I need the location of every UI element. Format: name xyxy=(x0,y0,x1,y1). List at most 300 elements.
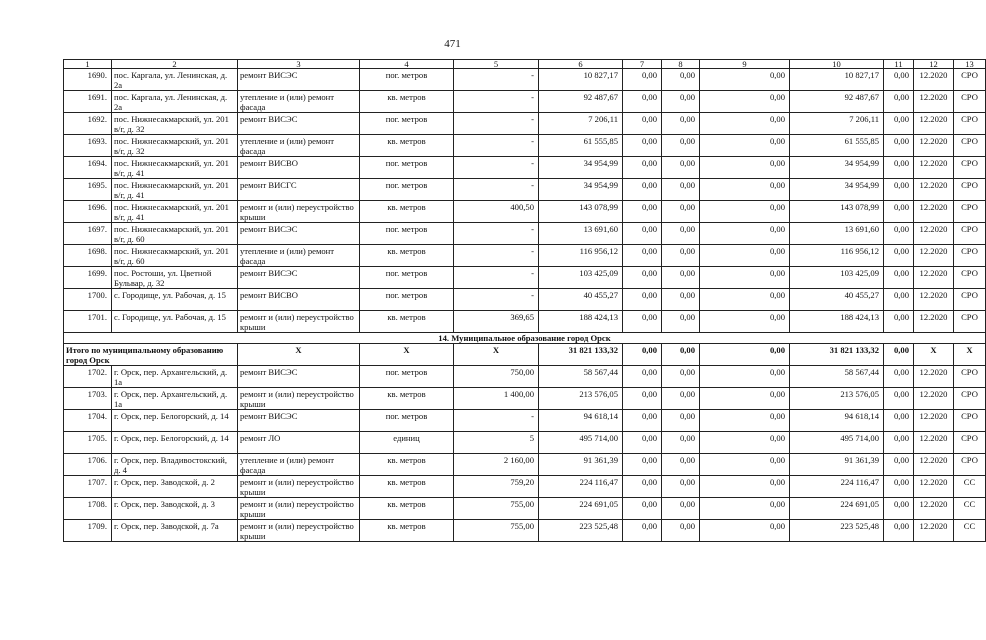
completion-date-cell: 12.2020 xyxy=(914,366,954,388)
completion-date-cell: 12.2020 xyxy=(914,289,954,311)
source-cell: СС xyxy=(954,476,986,498)
col10-cell: 13 691,60 xyxy=(790,223,884,245)
col7-cell: 0,00 xyxy=(623,432,662,454)
col7-cell: 0,00 xyxy=(623,289,662,311)
table-row xyxy=(64,223,986,245)
col8-cell: 0,00 xyxy=(662,432,700,454)
table-row xyxy=(64,69,986,91)
col-header: 6 xyxy=(539,60,623,69)
col11-cell: 0,00 xyxy=(884,113,914,135)
work-type-cell: ремонт ВИСВО xyxy=(238,157,360,179)
col8-cell: 0,00 xyxy=(662,157,700,179)
col7-cell: 0,00 xyxy=(623,311,662,333)
completion-date-cell: 12.2020 xyxy=(914,179,954,201)
col9-cell: 0,00 xyxy=(700,157,790,179)
col11-cell: 0,00 xyxy=(884,454,914,476)
unit-cell: кв. метров xyxy=(360,454,454,476)
col11-cell: 0,00 xyxy=(884,179,914,201)
work-type-cell: ремонт ВИСВО xyxy=(238,289,360,311)
address-cell: пос. Нижнесакмарский, ул. 201 в/г, д. 41 xyxy=(112,201,238,223)
total-c11: 0,00 xyxy=(884,344,914,366)
quantity-cell: 759,20 xyxy=(454,476,539,498)
address-cell: г. Орск, пер. Архангельский, д. 1а xyxy=(112,366,238,388)
row-number: 1690. xyxy=(64,69,112,91)
col-header: 11 xyxy=(884,60,914,69)
work-type-cell: утепление и (или) ремонт фасада xyxy=(238,454,360,476)
row-number: 1703. xyxy=(64,388,112,410)
total-cost-cell: 13 691,60 xyxy=(539,223,623,245)
total-cost-cell: 213 576,05 xyxy=(539,388,623,410)
section-title: 14. Муниципальное образование город Орск xyxy=(64,333,986,344)
completion-date-cell: 12.2020 xyxy=(914,454,954,476)
rows-after-section xyxy=(64,366,986,542)
quantity-cell: - xyxy=(454,223,539,245)
col9-cell: 0,00 xyxy=(700,289,790,311)
col10-cell: 213 576,05 xyxy=(790,388,884,410)
source-cell: СРО xyxy=(954,311,986,333)
source-cell: СРО xyxy=(954,157,986,179)
address-cell: г. Орск, пер. Белогорский, д. 14 xyxy=(112,410,238,432)
col7-cell: 0,00 xyxy=(623,267,662,289)
unit-cell: кв. метров xyxy=(360,135,454,157)
source-cell: СС xyxy=(954,520,986,542)
col9-cell: 0,00 xyxy=(700,432,790,454)
col8-cell: 0,00 xyxy=(662,520,700,542)
row-number: 1699. xyxy=(64,267,112,289)
col9-cell: 0,00 xyxy=(700,410,790,432)
quantity-cell: 2 160,00 xyxy=(454,454,539,476)
unit-cell: кв. метров xyxy=(360,388,454,410)
total-cost-cell: 116 956,12 xyxy=(539,245,623,267)
source-cell: СРО xyxy=(954,432,986,454)
row-number: 1705. xyxy=(64,432,112,454)
col7-cell: 0,00 xyxy=(623,135,662,157)
col8-cell: 0,00 xyxy=(662,91,700,113)
table-row xyxy=(64,366,986,388)
col9-cell: 0,00 xyxy=(700,476,790,498)
col8-cell: 0,00 xyxy=(662,267,700,289)
col8-cell: 0,00 xyxy=(662,135,700,157)
col11-cell: 0,00 xyxy=(884,311,914,333)
col7-cell: 0,00 xyxy=(623,113,662,135)
col9-cell: 0,00 xyxy=(700,223,790,245)
total-c12: Х xyxy=(914,344,954,366)
completion-date-cell: 12.2020 xyxy=(914,498,954,520)
capital-repair-table xyxy=(63,59,986,542)
col8-cell: 0,00 xyxy=(662,179,700,201)
completion-date-cell: 12.2020 xyxy=(914,135,954,157)
col8-cell: 0,00 xyxy=(662,498,700,520)
col7-cell: 0,00 xyxy=(623,223,662,245)
col7-cell: 0,00 xyxy=(623,179,662,201)
col11-cell: 0,00 xyxy=(884,267,914,289)
unit-cell: пог. метров xyxy=(360,267,454,289)
total-cost-cell: 188 424,13 xyxy=(539,311,623,333)
address-cell: г. Орск, пер. Архангельский, д. 1а xyxy=(112,388,238,410)
unit-cell: единиц xyxy=(360,432,454,454)
total-cost-cell: 223 525,48 xyxy=(539,520,623,542)
unit-cell: кв. метров xyxy=(360,91,454,113)
col11-cell: 0,00 xyxy=(884,388,914,410)
quantity-cell: - xyxy=(454,69,539,91)
col11-cell: 0,00 xyxy=(884,498,914,520)
source-cell: СРО xyxy=(954,388,986,410)
work-type-cell: ремонт ВИСЭС xyxy=(238,267,360,289)
row-number: 1704. xyxy=(64,410,112,432)
address-cell: пос. Нижнесакмарский, ул. 201 в/г, д. 32 xyxy=(112,135,238,157)
table-row xyxy=(64,91,986,113)
unit-cell: пог. метров xyxy=(360,289,454,311)
work-type-cell: утепление и (или) ремонт фасада xyxy=(238,135,360,157)
col11-cell: 0,00 xyxy=(884,223,914,245)
col10-cell: 7 206,11 xyxy=(790,113,884,135)
quantity-cell: 755,00 xyxy=(454,520,539,542)
quantity-cell: 369,65 xyxy=(454,311,539,333)
total-cost-cell: 40 455,27 xyxy=(539,289,623,311)
col11-cell: 0,00 xyxy=(884,289,914,311)
table-row xyxy=(64,410,986,432)
column-number-row xyxy=(64,60,986,69)
total-cost-cell: 91 361,39 xyxy=(539,454,623,476)
total-c7: 0,00 xyxy=(623,344,662,366)
col11-cell: 0,00 xyxy=(884,410,914,432)
total-cost-cell: 10 827,17 xyxy=(539,69,623,91)
total-c5: Х xyxy=(454,344,539,366)
total-cost-cell: 58 567,44 xyxy=(539,366,623,388)
col10-cell: 10 827,17 xyxy=(790,69,884,91)
source-cell: СРО xyxy=(954,69,986,91)
col-header: 13 xyxy=(954,60,986,69)
completion-date-cell: 12.2020 xyxy=(914,267,954,289)
total-cost-cell: 224 116,47 xyxy=(539,476,623,498)
col10-cell: 61 555,85 xyxy=(790,135,884,157)
quantity-cell: - xyxy=(454,179,539,201)
col9-cell: 0,00 xyxy=(700,113,790,135)
table-row xyxy=(64,135,986,157)
col11-cell: 0,00 xyxy=(884,520,914,542)
table-row xyxy=(64,498,986,520)
quantity-cell: - xyxy=(454,91,539,113)
row-number: 1708. xyxy=(64,498,112,520)
source-cell: СРО xyxy=(954,135,986,157)
unit-cell: кв. метров xyxy=(360,520,454,542)
col8-cell: 0,00 xyxy=(662,201,700,223)
col-header: 9 xyxy=(700,60,790,69)
col9-cell: 0,00 xyxy=(700,179,790,201)
col9-cell: 0,00 xyxy=(700,245,790,267)
completion-date-cell: 12.2020 xyxy=(914,201,954,223)
col10-cell: 143 078,99 xyxy=(790,201,884,223)
address-cell: пос. Нижнесакмарский, ул. 201 в/г, д. 60 xyxy=(112,223,238,245)
table-row xyxy=(64,476,986,498)
address-cell: пос. Каргала, ул. Ленинская, д. 2а xyxy=(112,91,238,113)
quantity-cell: 755,00 xyxy=(454,498,539,520)
completion-date-cell: 12.2020 xyxy=(914,388,954,410)
col7-cell: 0,00 xyxy=(623,157,662,179)
quantity-cell: - xyxy=(454,157,539,179)
table-row xyxy=(64,454,986,476)
completion-date-cell: 12.2020 xyxy=(914,91,954,113)
total-cost-cell: 34 954,99 xyxy=(539,179,623,201)
col11-cell: 0,00 xyxy=(884,69,914,91)
col7-cell: 0,00 xyxy=(623,201,662,223)
col9-cell: 0,00 xyxy=(700,454,790,476)
total-cost-cell: 103 425,09 xyxy=(539,267,623,289)
address-cell: пос. Нижнесакмарский, ул. 201 в/г, д. 32 xyxy=(112,113,238,135)
col9-cell: 0,00 xyxy=(700,388,790,410)
total-cost-cell: 34 954,99 xyxy=(539,157,623,179)
col10-cell: 224 116,47 xyxy=(790,476,884,498)
col7-cell: 0,00 xyxy=(623,454,662,476)
work-type-cell: ремонт и (или) переустройство крыши xyxy=(238,520,360,542)
col10-cell: 224 691,05 xyxy=(790,498,884,520)
table-row xyxy=(64,245,986,267)
col-header: 3 xyxy=(238,60,360,69)
work-type-cell: ремонт ВИСГС xyxy=(238,179,360,201)
completion-date-cell: 12.2020 xyxy=(914,113,954,135)
col10-cell: 103 425,09 xyxy=(790,267,884,289)
unit-cell: кв. метров xyxy=(360,245,454,267)
completion-date-cell: 12.2020 xyxy=(914,245,954,267)
work-type-cell: утепление и (или) ремонт фасада xyxy=(238,91,360,113)
col10-cell: 223 525,48 xyxy=(790,520,884,542)
col-header: 1 xyxy=(64,60,112,69)
work-type-cell: ремонт и (или) переустройство крыши xyxy=(238,476,360,498)
source-cell: СРО xyxy=(954,410,986,432)
row-number: 1707. xyxy=(64,476,112,498)
work-type-cell: ремонт ВИСЭС xyxy=(238,366,360,388)
row-number: 1692. xyxy=(64,113,112,135)
col7-cell: 0,00 xyxy=(623,498,662,520)
table-row xyxy=(64,201,986,223)
col-header: 2 xyxy=(112,60,238,69)
col9-cell: 0,00 xyxy=(700,91,790,113)
total-cost-cell: 495 714,00 xyxy=(539,432,623,454)
col7-cell: 0,00 xyxy=(623,69,662,91)
col11-cell: 0,00 xyxy=(884,245,914,267)
work-type-cell: ремонт ВИСЭС xyxy=(238,113,360,135)
col-header: 12 xyxy=(914,60,954,69)
address-cell: пос. Нижнесакмарский, ул. 201 в/г, д. 41 xyxy=(112,179,238,201)
row-number: 1706. xyxy=(64,454,112,476)
total-cost-cell: 224 691,05 xyxy=(539,498,623,520)
completion-date-cell: 12.2020 xyxy=(914,157,954,179)
total-c10: 31 821 133,32 xyxy=(790,344,884,366)
col11-cell: 0,00 xyxy=(884,91,914,113)
work-type-cell: ремонт ЛО xyxy=(238,432,360,454)
table-row xyxy=(64,267,986,289)
address-cell: с. Городище, ул. Рабочая, д. 15 xyxy=(112,311,238,333)
completion-date-cell: 12.2020 xyxy=(914,410,954,432)
col8-cell: 0,00 xyxy=(662,69,700,91)
col10-cell: 188 424,13 xyxy=(790,311,884,333)
unit-cell: кв. метров xyxy=(360,498,454,520)
col7-cell: 0,00 xyxy=(623,520,662,542)
total-row xyxy=(64,344,986,366)
quantity-cell: 5 xyxy=(454,432,539,454)
total-sum: 31 821 133,32 xyxy=(539,344,623,366)
col9-cell: 0,00 xyxy=(700,69,790,91)
col10-cell: 34 954,99 xyxy=(790,157,884,179)
col7-cell: 0,00 xyxy=(623,366,662,388)
work-type-cell: ремонт и (или) переустройство крыши xyxy=(238,311,360,333)
row-number: 1691. xyxy=(64,91,112,113)
quantity-cell: - xyxy=(454,135,539,157)
total-c13: Х xyxy=(954,344,986,366)
table-row xyxy=(64,289,986,311)
quantity-cell: - xyxy=(454,245,539,267)
work-type-cell: утепление и (или) ремонт фасада xyxy=(238,245,360,267)
address-cell: с. Городище, ул. Рабочая, д. 15 xyxy=(112,289,238,311)
row-number: 1701. xyxy=(64,311,112,333)
table-row xyxy=(64,388,986,410)
unit-cell: пог. метров xyxy=(360,179,454,201)
quantity-cell: - xyxy=(454,289,539,311)
row-number: 1697. xyxy=(64,223,112,245)
row-number: 1700. xyxy=(64,289,112,311)
col8-cell: 0,00 xyxy=(662,476,700,498)
total-c4: Х xyxy=(360,344,454,366)
col9-cell: 0,00 xyxy=(700,520,790,542)
col10-cell: 91 361,39 xyxy=(790,454,884,476)
address-cell: г. Орск, пер. Белогорский, д. 14 xyxy=(112,432,238,454)
col9-cell: 0,00 xyxy=(700,366,790,388)
quantity-cell: 1 400,00 xyxy=(454,388,539,410)
source-cell: СРО xyxy=(954,267,986,289)
rows-before-section xyxy=(64,69,986,333)
col10-cell: 116 956,12 xyxy=(790,245,884,267)
total-cost-cell: 143 078,99 xyxy=(539,201,623,223)
completion-date-cell: 12.2020 xyxy=(914,311,954,333)
address-cell: пос. Нижнесакмарский, ул. 201 в/г, д. 60 xyxy=(112,245,238,267)
source-cell: СРО xyxy=(954,223,986,245)
row-number: 1696. xyxy=(64,201,112,223)
unit-cell: пог. метров xyxy=(360,69,454,91)
unit-cell: пог. метров xyxy=(360,410,454,432)
address-cell: г. Орск, пер. Заводской, д. 7а xyxy=(112,520,238,542)
quantity-cell: - xyxy=(454,410,539,432)
col11-cell: 0,00 xyxy=(884,157,914,179)
address-cell: пос. Ростоши, ул. Цветной Бульвар, д. 32 xyxy=(112,267,238,289)
col11-cell: 0,00 xyxy=(884,432,914,454)
total-cost-cell: 92 487,67 xyxy=(539,91,623,113)
col-header: 4 xyxy=(360,60,454,69)
col10-cell: 58 567,44 xyxy=(790,366,884,388)
row-number: 1702. xyxy=(64,366,112,388)
col8-cell: 0,00 xyxy=(662,410,700,432)
total-cost-cell: 61 555,85 xyxy=(539,135,623,157)
col7-cell: 0,00 xyxy=(623,91,662,113)
work-type-cell: ремонт и (или) переустройство крыши xyxy=(238,498,360,520)
row-number: 1698. xyxy=(64,245,112,267)
completion-date-cell: 12.2020 xyxy=(914,432,954,454)
row-number: 1695. xyxy=(64,179,112,201)
row-number: 1693. xyxy=(64,135,112,157)
col8-cell: 0,00 xyxy=(662,223,700,245)
source-cell: СРО xyxy=(954,289,986,311)
col8-cell: 0,00 xyxy=(662,289,700,311)
table-row xyxy=(64,520,986,542)
address-cell: пос. Нижнесакмарский, ул. 201 в/г, д. 41 xyxy=(112,157,238,179)
col8-cell: 0,00 xyxy=(662,311,700,333)
quantity-cell: - xyxy=(454,267,539,289)
total-c3: Х xyxy=(238,344,360,366)
col10-cell: 34 954,99 xyxy=(790,179,884,201)
col-header: 10 xyxy=(790,60,884,69)
total-label: Итого по муниципальному образованию город Орск xyxy=(64,344,238,366)
col7-cell: 0,00 xyxy=(623,476,662,498)
col-header: 7 xyxy=(623,60,662,69)
quantity-cell: 400,50 xyxy=(454,201,539,223)
col7-cell: 0,00 xyxy=(623,410,662,432)
unit-cell: кв. метров xyxy=(360,476,454,498)
col9-cell: 0,00 xyxy=(700,135,790,157)
col11-cell: 0,00 xyxy=(884,476,914,498)
table-row xyxy=(64,179,986,201)
address-cell: г. Орск, пер. Заводской, д. 2 xyxy=(112,476,238,498)
source-cell: СРО xyxy=(954,179,986,201)
section-header-row xyxy=(64,333,986,344)
work-type-cell: ремонт и (или) переустройство крыши xyxy=(238,388,360,410)
unit-cell: пог. метров xyxy=(360,223,454,245)
address-cell: г. Орск, пер. Заводской, д. 3 xyxy=(112,498,238,520)
source-cell: СРО xyxy=(954,91,986,113)
page-number: 471 xyxy=(444,38,461,50)
source-cell: СРО xyxy=(954,366,986,388)
work-type-cell: ремонт ВИСЭС xyxy=(238,223,360,245)
col8-cell: 0,00 xyxy=(662,388,700,410)
completion-date-cell: 12.2020 xyxy=(914,520,954,542)
completion-date-cell: 12.2020 xyxy=(914,223,954,245)
col10-cell: 94 618,14 xyxy=(790,410,884,432)
col-header: 8 xyxy=(662,60,700,69)
col8-cell: 0,00 xyxy=(662,366,700,388)
col8-cell: 0,00 xyxy=(662,113,700,135)
total-cost-cell: 7 206,11 xyxy=(539,113,623,135)
col7-cell: 0,00 xyxy=(623,388,662,410)
col9-cell: 0,00 xyxy=(700,201,790,223)
table-row xyxy=(64,432,986,454)
quantity-cell: - xyxy=(454,113,539,135)
work-type-cell: ремонт и (или) переустройство крыши xyxy=(238,201,360,223)
work-type-cell: ремонт ВИСЭС xyxy=(238,69,360,91)
col-header: 5 xyxy=(454,60,539,69)
row-number: 1709. xyxy=(64,520,112,542)
source-cell: СРО xyxy=(954,245,986,267)
table-row xyxy=(64,311,986,333)
col7-cell: 0,00 xyxy=(623,245,662,267)
address-cell: г. Орск, пер. Владивостокский, д. 4 xyxy=(112,454,238,476)
col11-cell: 0,00 xyxy=(884,201,914,223)
col10-cell: 40 455,27 xyxy=(790,289,884,311)
section-block xyxy=(64,333,986,366)
quantity-cell: 750,00 xyxy=(454,366,539,388)
col9-cell: 0,00 xyxy=(700,267,790,289)
table-row xyxy=(64,157,986,179)
total-c8: 0,00 xyxy=(662,344,700,366)
unit-cell: кв. метров xyxy=(360,311,454,333)
col9-cell: 0,00 xyxy=(700,498,790,520)
work-type-cell: ремонт ВИСЭС xyxy=(238,410,360,432)
address-cell: пос. Каргала, ул. Ленинская, д. 2а xyxy=(112,69,238,91)
table-row xyxy=(64,113,986,135)
unit-cell: пог. метров xyxy=(360,366,454,388)
source-cell: СРО xyxy=(954,454,986,476)
col9-cell: 0,00 xyxy=(700,311,790,333)
col10-cell: 495 714,00 xyxy=(790,432,884,454)
completion-date-cell: 12.2020 xyxy=(914,69,954,91)
unit-cell: пог. метров xyxy=(360,113,454,135)
